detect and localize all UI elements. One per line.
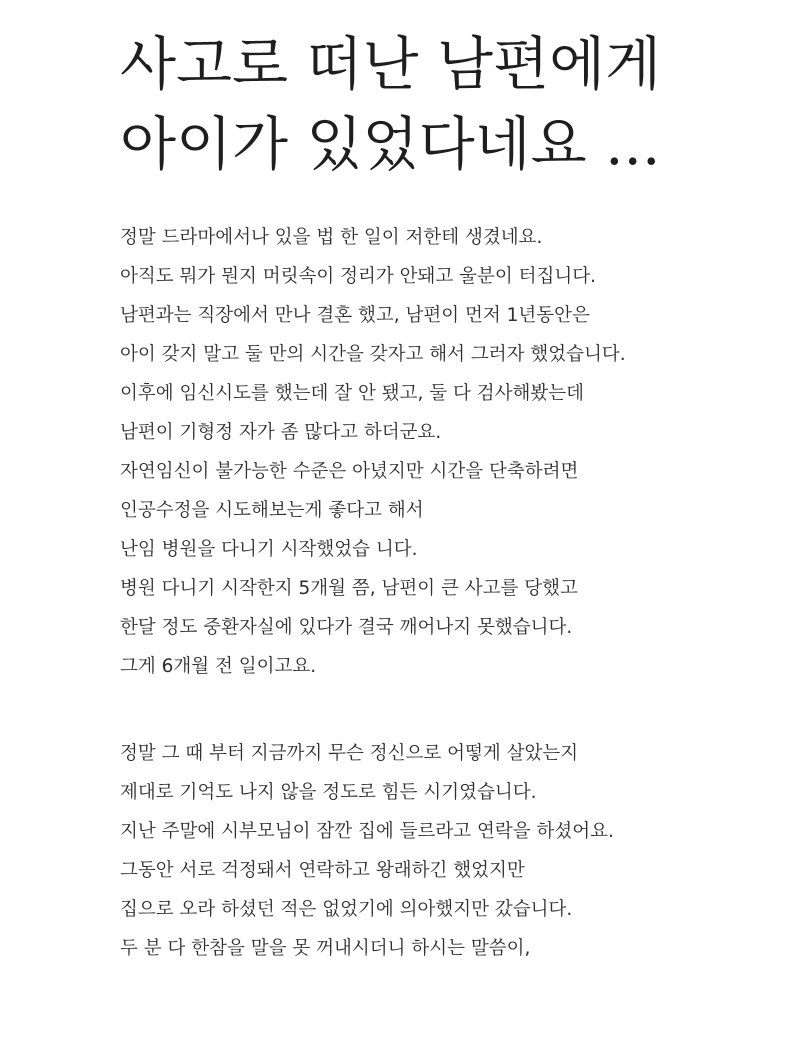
paragraph-1 <box>120 218 780 686</box>
paragraph-2 <box>120 734 780 968</box>
post-title-line-2: 아이가 있었다네요 ... <box>120 110 661 178</box>
text-line: 정말 드라마에서나 있을 법 한 일이 저한테 생겼네요. <box>120 227 543 248</box>
post-title <box>120 24 780 184</box>
text-line: 남편과는 직장에서 만나 결혼 했고, 남편이 먼저 1년동안은 <box>120 305 590 326</box>
text-line: 병원 다니기 시작한지 5개월 쯤, 남편이 큰 사고를 당했고 <box>120 578 578 599</box>
text-line: 난임 병원을 다니기 시작했었습 니다. <box>120 539 418 560</box>
text-line: 제대로 기억도 나지 않을 정도로 힘든 시기였습니다. <box>120 782 537 803</box>
text-line: 한달 정도 중환자실에 있다가 결국 깨어나지 못했습니다. <box>120 617 573 638</box>
post-body <box>120 218 780 968</box>
text-line: 자연임신이 불가능한 수준은 아녔지만 시간을 단축하려면 <box>120 461 579 482</box>
text-line: 아직도 뭐가 뭔지 머릿속이 정리가 안돼고 울분이 터집니다. <box>120 266 596 287</box>
text-line: 인공수정을 시도해보는게 좋다고 해서 <box>120 500 424 521</box>
text-line: 두 분 다 한참을 말을 못 꺼내시더니 하시는 말씀이, <box>120 938 531 959</box>
text-line: 지난 주말에 시부모님이 잠깐 집에 들르라고 연락을 하셨어요. <box>120 821 614 842</box>
text-line: 아이 갖지 말고 둘 만의 시간을 갖자고 해서 그러자 했었습니다. <box>120 344 626 365</box>
text-line: 그동안 서로 걱정돼서 연락하고 왕래하긴 했었지만 <box>120 860 525 881</box>
text-line: 집으로 오라 하셨던 적은 없었기에 의아했지만 갔습니다. <box>120 899 573 920</box>
text-line: 그게 6개월 전 일이고요. <box>120 656 317 677</box>
text-line: 이후에 임신시도를 했는데 잘 안 됐고, 둘 다 검사해봤는데 <box>120 383 584 404</box>
text-line: 남편이 기형정 자가 좀 많다고 하더군요. <box>120 422 442 443</box>
text-line: 정말 그 때 부터 지금까지 무슨 정신으로 어떻게 살았는지 <box>120 743 579 764</box>
post-title-line-1: 사고로 떠난 남편에게 <box>120 30 662 98</box>
